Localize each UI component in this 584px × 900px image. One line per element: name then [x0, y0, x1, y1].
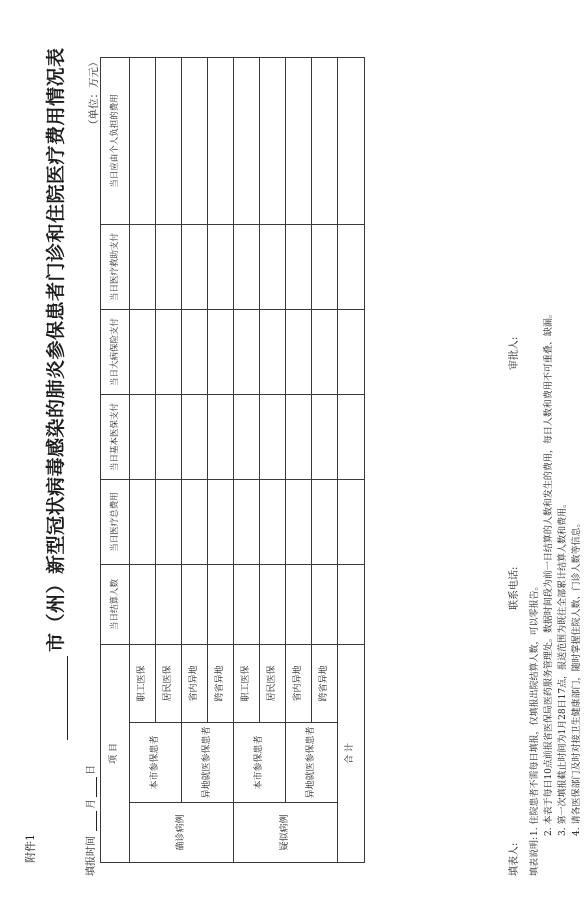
data-cell[interactable]: [234, 479, 260, 564]
table-row: [130, 57, 156, 862]
data-cell[interactable]: [260, 394, 286, 479]
data-cell[interactable]: [234, 224, 260, 309]
data-cell[interactable]: [286, 224, 312, 309]
month-blank: [86, 811, 97, 831]
unit-label: （单位：万元）: [88, 56, 100, 130]
notes-label: 填表说明:: [530, 836, 540, 876]
day-label: 日: [86, 764, 97, 775]
data-cell[interactable]: [130, 309, 156, 394]
data-cell[interactable]: [260, 224, 286, 309]
data-cell[interactable]: [286, 394, 312, 479]
data-cell[interactable]: [156, 479, 182, 564]
group-label: 疑似病例: [234, 803, 338, 863]
data-cell[interactable]: [260, 309, 286, 394]
row-label: 居民医保: [156, 644, 182, 722]
row-label: 居民医保: [260, 644, 286, 722]
notes-list: [528, 309, 584, 836]
day-blank: [86, 777, 97, 797]
data-cell[interactable]: [234, 394, 260, 479]
data-cell[interactable]: [312, 394, 338, 479]
attachment-label: 附件1: [24, 834, 37, 863]
data-cell[interactable]: [208, 309, 234, 394]
data-cell[interactable]: [260, 479, 286, 564]
data-cell[interactable]: [312, 224, 338, 309]
data-cell[interactable]: [260, 564, 286, 644]
row-label: 省内异地: [286, 644, 312, 722]
data-cell[interactable]: [130, 479, 156, 564]
data-cell[interactable]: [208, 394, 234, 479]
row-label: 职工医保: [130, 644, 156, 722]
subgroup-label: 本市参保患者: [130, 723, 182, 803]
data-cell[interactable]: [130, 57, 156, 224]
data-cell[interactable]: [208, 479, 234, 564]
table-row: [182, 57, 208, 862]
data-cell[interactable]: [208, 57, 234, 224]
data-cell[interactable]: [234, 564, 260, 644]
data-cell[interactable]: [286, 57, 312, 224]
data-cell[interactable]: [182, 394, 208, 479]
data-cell[interactable]: [156, 564, 182, 644]
data-cell[interactable]: [286, 479, 312, 564]
data-cell[interactable]: [286, 309, 312, 394]
data-cell[interactable]: [156, 224, 182, 309]
data-cell[interactable]: [182, 57, 208, 224]
data-cell[interactable]: [182, 479, 208, 564]
data-cell[interactable]: [286, 564, 312, 644]
cost-table: [100, 57, 365, 863]
data-cell[interactable]: [182, 564, 208, 644]
row-label: 职工医保: [234, 644, 260, 722]
data-cell[interactable]: [312, 309, 338, 394]
note-item: 2. 本表于每日10点前报省医保局医药服务管理处。数据时间段为前一日结算的人数和发生的费用，每日人数和费用不可重叠、缺漏。: [544, 309, 554, 836]
data-cell[interactable]: [182, 224, 208, 309]
col-header: 当日大病保险支付: [101, 309, 130, 394]
data-cell[interactable]: [182, 309, 208, 394]
data-cell[interactable]: [130, 394, 156, 479]
subgroup-label: 异地就医参保患者: [286, 723, 338, 803]
col-header: 当日应由个人负担的费用: [101, 57, 130, 224]
data-cell[interactable]: [338, 564, 365, 644]
col-header: 当日医疗救助支付: [101, 224, 130, 309]
data-cell[interactable]: [208, 224, 234, 309]
data-cell[interactable]: [312, 57, 338, 224]
phone-label: 联系电话:: [509, 566, 520, 610]
row-label: 跨省异地: [208, 644, 234, 722]
item-header: 项 目: [101, 644, 130, 862]
data-cell[interactable]: [338, 224, 365, 309]
table-row: [234, 57, 260, 862]
data-cell[interactable]: [338, 57, 365, 224]
subgroup-label: 异地就医参保患者: [182, 723, 234, 803]
title-text: 市（州）新型冠状病毒感染的肺炎参保患者门诊和住院医疗费用情况表: [45, 47, 67, 652]
data-cell[interactable]: [312, 564, 338, 644]
title-blank-line: [49, 656, 68, 740]
data-cell[interactable]: [156, 57, 182, 224]
total-label: 合 计: [338, 644, 365, 862]
col-header: 当日结算人数: [101, 564, 130, 644]
row-label: 省内异地: [182, 644, 208, 722]
data-cell[interactable]: [312, 479, 338, 564]
data-cell[interactable]: [130, 224, 156, 309]
data-cell[interactable]: [338, 394, 365, 479]
col-header: 当日医疗总费用: [101, 479, 130, 564]
data-cell[interactable]: [234, 309, 260, 394]
data-cell[interactable]: [208, 564, 234, 644]
page-title: [41, 47, 68, 740]
filler-label: 填表人:: [509, 842, 520, 876]
header-row: [101, 57, 130, 862]
month-label: 月: [86, 798, 97, 809]
group-label: 确诊病例: [130, 803, 234, 863]
row-label: 跨省异地: [312, 644, 338, 722]
note-item: 3. 第一次填报截止时间为1月28日17点，报送范围为既往全部累计结算人数和费用。: [558, 498, 568, 836]
subgroup-label: 本市参保患者: [234, 723, 286, 803]
note-item: 4. 请各医保部门及时对接卫生健康部门，随时掌握住院人数、门诊人数等信息。: [572, 518, 582, 836]
data-cell[interactable]: [156, 394, 182, 479]
data-cell[interactable]: [156, 309, 182, 394]
data-cell[interactable]: [130, 564, 156, 644]
data-cell[interactable]: [338, 309, 365, 394]
total-row: [338, 57, 365, 862]
table-row: [286, 57, 312, 862]
data-cell[interactable]: [234, 57, 260, 224]
note-item: 1. 住院患者不需每日填报，仅填报出院结算人数，可以零报告。: [530, 581, 540, 836]
report-time-label: 填报时间: [86, 836, 97, 876]
data-cell[interactable]: [338, 479, 365, 564]
col-header: 当日基本医保支付: [101, 394, 130, 479]
data-cell[interactable]: [260, 57, 286, 224]
report-time: [82, 765, 97, 876]
approver-label: 审批人:: [509, 336, 520, 370]
